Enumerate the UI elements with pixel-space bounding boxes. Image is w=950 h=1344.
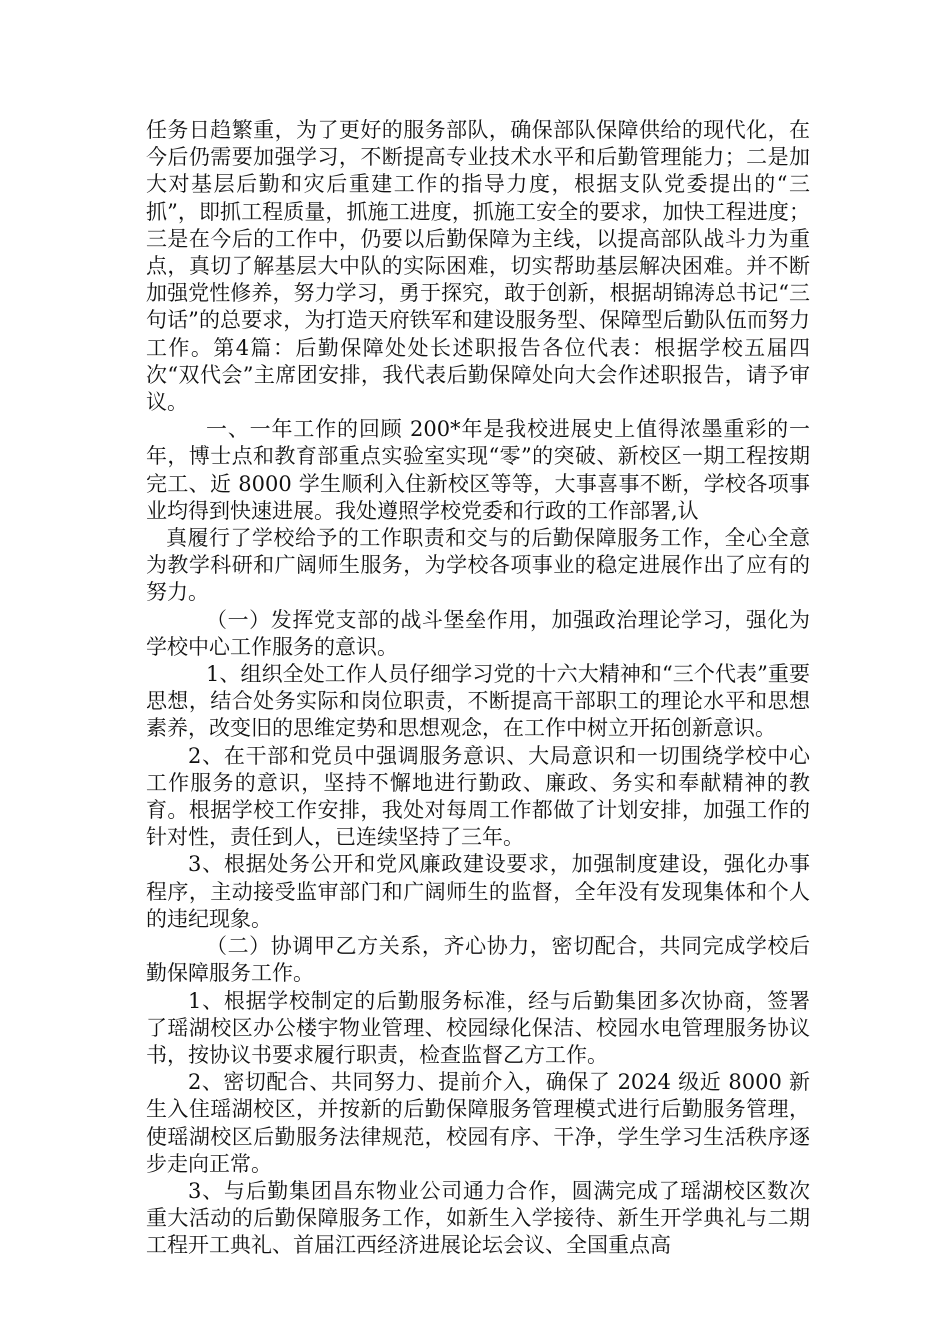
- document-page: [146, 117, 810, 1260]
- paragraph-intro: 任务日趋繁重，为了更好的服务部队，确保部队保障供给的现代化，在今后仍需要加强学习，不断提高专业技术水平和后勤管理能力；二是加大对基层后勤和灾后重建工作的指导力度，根据支队党委提出的“三抓”，即抓工程质量，抓施工进度，抓施工安全的要求，加快工程进度；三是在今后的工作中，仍要以后勤保障为主线，以提高部队战斗力为重点，真切了解基层大中队的实际困难，切实帮助基层解决困难。并不断加强党性修养，努力学习，勇于探究，敢于创新，根据胡锦涛总书记“三句话”的总要求，为打造天府铁军和建设服务型、保障型后勤队伍而努力工作。第4篇：后勤保障处处长述职报告各位代表：根据学校五届四次“双代会”主席团安排，我代表后勤保障处向大会作述职报告，请予审议。: [146, 118, 810, 415]
- paragraph-item-1-1: 1、组织全处工作人员仔细学习党的十六大精神和“三个代表”重要思想，结合处务实际和岗位职责，不断提高干部职工的理论水平和思想素养，改变旧的思维定势和思想观念，在工作中树立开拓创新意识。: [146, 662, 810, 741]
- paragraph-review: 一、一年工作的回顾 200*年是我校进展史上值得浓墨重彩的一年，博士点和教育部重点实验室实现“零”的突破、新校区一期工程按期完工、近 8000 学生顺利入住新校区等等，大事喜事不断，学校各项事业均得到快速进展。我处遵照学校党委和行政的工作部署,认: [146, 417, 810, 523]
- paragraph-duties: 真履行了学校给予的工作职责和交与的后勤保障服务工作，全心全意为教学科研和广阔师生服务，为学校各项事业的稳定进展作出了应有的努力。: [146, 526, 810, 605]
- paragraph-item-1-2: 2、在干部和党员中强调服务意识、大局意识和一切围绕学校中心工作服务的意识，坚持不懈地进行勤政、廉政、务实和奉献精神的教育。根据学校工作安排，我处对每周工作都做了计划安排，加强工作的针对性，责任到人，已连续坚持了三年。: [146, 743, 810, 850]
- paragraph-item-2-3: 3、与后勤集团昌东物业公司通力合作，圆满完成了瑶湖校区数次重大活动的后勤保障服务工作，如新生入学接待、新生开学典礼与二期工程开工典礼、首届江西经济进展论坛会议、全国重点高: [146, 1178, 810, 1258]
- section-heading-1: （一）发挥党支部的战斗堡垒作用，加强政治理论学习，强化为学校中心工作服务的意识。: [146, 607, 810, 659]
- section-heading-2: （二）协调甲乙方关系，齐心协力，密切配合，共同完成学校后勤保障服务工作。: [146, 934, 810, 986]
- paragraph-item-2-2: 2、密切配合、共同努力、提前介入，确保了 2024 级近 8000 新生入住瑶湖校区，并按新的后勤保障服务管理模式进行后勤服务管理，使瑶湖校区后勤服务法律规范，校园有序、干净，学生学习生活秩序逐步走向正常。: [146, 1070, 810, 1176]
- paragraph-item-1-3: 3、根据处务公开和党风廉政建设要求，加强制度建设，强化办事程序，主动接受监审部门和广阔师生的监督，全年没有发现集体和个人的违纪现象。: [146, 852, 810, 931]
- paragraph-item-2-1: 1、根据学校制定的后勤服务标准，经与后勤集团多次协商，签署了瑶湖校区办公楼宇物业管理、校园绿化保洁、校园水电管理服务协议书，按协议书要求履行职责，检查监督乙方工作。: [146, 988, 810, 1067]
